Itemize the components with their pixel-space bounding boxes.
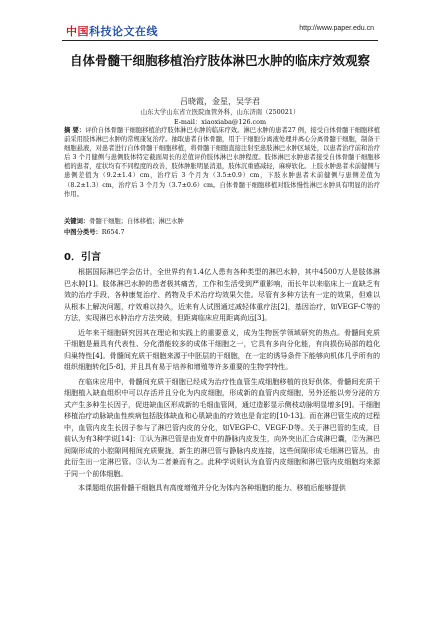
keywords xyxy=(64,217,380,226)
paragraph: 近年来干细胞研究因其在理论和实践上的重要意义，成为生物医学领域研究的热点。骨髓间充质干细胞是最具有代表性、分化潜能较多的成体干细胞之一，它具有多向分化能，有向损伤局部的趋化归巢特性[4]。骨髓间充质干细胞来源于中胚层的干细胞，在一定的诱导条件下能够向机体几乎所有的组织细胞转化[5-8]，并且具有易于培养和增殖等许多重要的生物学特性。 xyxy=(64,327,380,371)
journal-logo xyxy=(66,23,158,39)
classification-label: 中图分类号： xyxy=(64,229,102,236)
paragraph: 根据国际淋巴学会估计，全世界约有1.4亿人患有各种类型的淋巴水肿，其中4500万人是肢体淋巴水肿[1]。肢体淋巴水肿的患者极其痛苦，工作和生活受到严重影响，而长年以来临床上一直缺乏有效的治疗手段，各种康复治疗、药物及手术治疗均效果欠佳。尽管有多种方法有一定的效果，但难以从根本上解决问题，疗效难以持久，近来有人试图通过减轻体重疗法[2]，基因治疗，如VEGF-C等的方法，实现淋巴水肿治疗方法突破，但距离临床应用距离尚远[3]。 xyxy=(64,267,380,322)
abstract xyxy=(64,126,380,199)
logo-part2: 科技论文在线 xyxy=(89,25,158,38)
logo-part1: 中国 xyxy=(66,25,89,38)
paper-email[interactable]: E-mail：xiaoxiaba@126.com xyxy=(173,118,267,126)
classification-text: R654.7 xyxy=(101,229,125,236)
paper-authors: 吕晓霞，金星，吴学君 xyxy=(180,97,260,106)
section-heading: 0．引言 xyxy=(64,252,101,263)
header-rule xyxy=(62,40,378,41)
paragraph: 在临床应用中，骨髓间充质干细胞已经成为治疗性血管生成细胞移植的良好供体，骨髓间充质干细胞植入缺血组织中可以存活并且分化为内皮细胞，形成新的血管内皮细胞，另外还能以旁分泌的方式产生多种生长因子，促进缺血区形成新的毛细血管网，通过造影显示侧枝动脉明显增多[9]。干细胞移植治疗动脉缺血性疾病包括肢体缺血和心肌缺血的疗效也是肯定的[10-13]。而在淋巴管生成的过程中，血管内皮生长因子参与了淋巴管内皮的分化，如VEGF-C、VEGF-D等。关于淋巴管的生成，目前认为有3种学说[14]：①认为淋巴管是由发育中的静脉内皮发生，向外突出汇合成淋巴囊，②为淋巴间隙形成的小腔隙网相间充质聚拢，新生的淋巴管与静脉内皮连接，这些间隙形成毛细淋巴管丛，由此衍生出一定淋巴管。③认为二者兼而有之。此种学说则认为血管内皮细胞和淋巴管内皮细胞均来源于同一个前体细胞。 xyxy=(64,376,380,478)
paper-affiliation: 山东大学山东省立医院血管外科，山东济南（250021） xyxy=(140,108,300,116)
body-text xyxy=(64,266,380,497)
keywords-text: 骨髓干细胞；自体移植；淋巴水肿 xyxy=(89,218,184,225)
keywords-label: 关键词： xyxy=(64,218,90,225)
abstract-text: 评价自体骨髓干细胞移植治疗肢体淋巴水肿的临床疗效。淋巴水肿的患者27 例，接受自体骨髓干细胞移植前采用肢体淋巴水肿的常规康复治疗。抽取患者自体骨髓，用于干细胞分离液处理并离心分离骨髓干细胞，制备干细胞悬液，对患者进行自体骨髓干细胞移植，将骨髓干细胞直接注射至患肢淋巴水肿区域处，以患者治疗前和治疗后 3 个月健侧与患侧肢体特定截面周长的差值评价肢体淋巴水肿程度。肢体淋巴水肿患者接受自体骨髓干细胞移植的患者，症状均有不同程度的改善，肢体肿胀明显消退，肢体沉重感减轻，麻痹软化。上肢水肿患者术前健侧与患侧差值为（9.2±1.4）cm，治疗后 3 个月为（3.5±0.9）cm，下肢水肿患者术前健侧与患侧差值为（8.2±1.3）cm，治疗后 3 个月为（3.7±0.6）cm。自体骨髓干细胞移植对肢体慢性淋巴水肿具有明显的治疗作用。 xyxy=(64,127,380,198)
paper-title: 自体骨髓干细胞移植治疗肢体淋巴水肿的临床疗效观察 xyxy=(69,53,370,68)
journal-url[interactable]: http://www.paper.edu.cn xyxy=(299,25,374,32)
classification xyxy=(64,228,380,237)
abstract-label: 摘 要： xyxy=(64,127,86,134)
paragraph: 本课题组依据骨髓干细胞具有高度增殖并分化为体内各种细胞的能力、移植后能够提供 xyxy=(78,483,346,492)
journal-header xyxy=(0,0,440,46)
